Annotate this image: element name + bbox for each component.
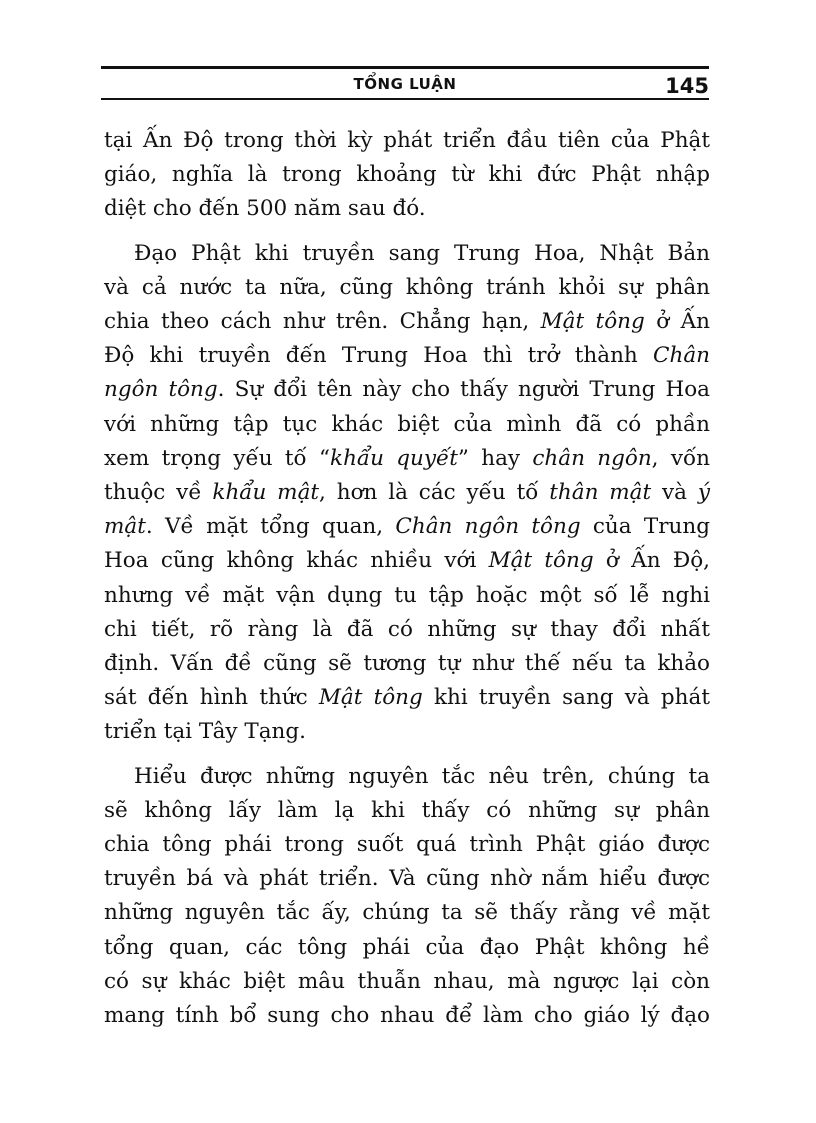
italic-term: khẩu mật — [212, 480, 320, 506]
text-line: diệt cho đến 500 năm sau đó. — [104, 196, 426, 222]
text-line: chia theo cách như trên. Chẳng hạn, Mật tông ở Ấn — [104, 309, 710, 335]
header-bottom-rule — [101, 98, 709, 100]
text-line: nhưng về mặt vận dụng tu tập hoặc một số lễ nghi — [104, 582, 710, 608]
italic-term: Chân — [653, 343, 710, 369]
text-line: Hoa cũng không khác nhiều với Mật tông ở Ấn Độ, — [104, 548, 710, 574]
italic-term: Mật tông — [488, 548, 594, 574]
italic-term: chân ngôn — [532, 445, 652, 471]
paragraph — [104, 124, 710, 227]
text-line: và cả nước ta nữa, cũng không tránh khỏi sự phân — [104, 274, 710, 300]
text-line: mang tính bổ sung cho nhau để làm cho giáo lý đạo — [104, 1003, 710, 1029]
italic-term: Chân ngôn tông — [395, 514, 581, 540]
text-line: có sự khác biệt mâu thuẫn nhau, mà ngược lại còn — [104, 968, 710, 994]
text-line: Độ khi truyền đến Trung Hoa thì trở thành Chân — [104, 343, 710, 369]
text-line: định. Vấn đề cũng sẽ tương tự như thế nếu ta khảo — [104, 651, 710, 677]
text-line: Đạo Phật khi truyền sang Trung Hoa, Nhật Bản — [134, 240, 710, 266]
text-line: thuộc về khẩu mật, hơn là các yếu tố thân mật và ý — [104, 480, 710, 506]
italic-term: ngôn tông — [104, 377, 218, 403]
running-header — [101, 66, 709, 102]
text-line: Hiểu được những nguyên tắc nêu trên, chúng ta — [134, 763, 710, 789]
italic-term: ý — [697, 480, 710, 506]
text-line: tại Ấn Độ trong thời kỳ phát triển đầu tiên của Phật — [104, 128, 710, 153]
text-line: xem trọng yếu tố “khẩu quyết” hay chân ngôn, vốn — [104, 445, 710, 471]
text-line: mật. Về mặt tổng quan, Chân ngôn tông của Trung — [104, 514, 710, 540]
text-line: sát đến hình thức Mật tông khi truyền sang và phát — [104, 685, 710, 711]
page-number: 145 — [665, 74, 709, 98]
text-line: triển tại Tây Tạng. — [104, 719, 306, 745]
header-top-rule — [101, 66, 709, 69]
text-line: ngôn tông. Sự đổi tên này cho thấy người Trung Hoa — [104, 377, 710, 403]
paragraph — [104, 237, 710, 750]
italic-term: Mật tông — [318, 685, 423, 711]
italic-term: thân mật — [549, 480, 652, 506]
paragraph — [104, 760, 710, 1034]
italic-term: Mật tông — [540, 309, 645, 335]
text-line: những nguyên tắc ấy, chúng ta sẽ thấy rằng về mặt — [104, 900, 710, 926]
text-line: chi tiết, rõ ràng là đã có những sự thay đổi nhất — [104, 616, 710, 642]
text-line: giáo, nghĩa là trong khoảng từ khi đức Phật nhập — [104, 162, 710, 188]
italic-term: mật — [104, 514, 146, 540]
body-text — [104, 124, 710, 1033]
italic-term: khẩu quyết — [330, 445, 458, 471]
text-line: với những tập tục khác biệt của mình đã có phần — [104, 411, 710, 437]
text-line: tổng quan, các tông phái của đạo Phật không hề — [104, 934, 710, 960]
text-line: truyền bá và phát triển. Và cũng nhờ nắm hiểu được — [104, 866, 710, 892]
text-line: chia tông phái trong suốt quá trình Phật giáo được — [104, 832, 710, 858]
text-line: sẽ không lấy làm lạ khi thấy có những sự phân — [104, 797, 710, 823]
running-title: TỔNG LUẬN — [353, 75, 457, 93]
